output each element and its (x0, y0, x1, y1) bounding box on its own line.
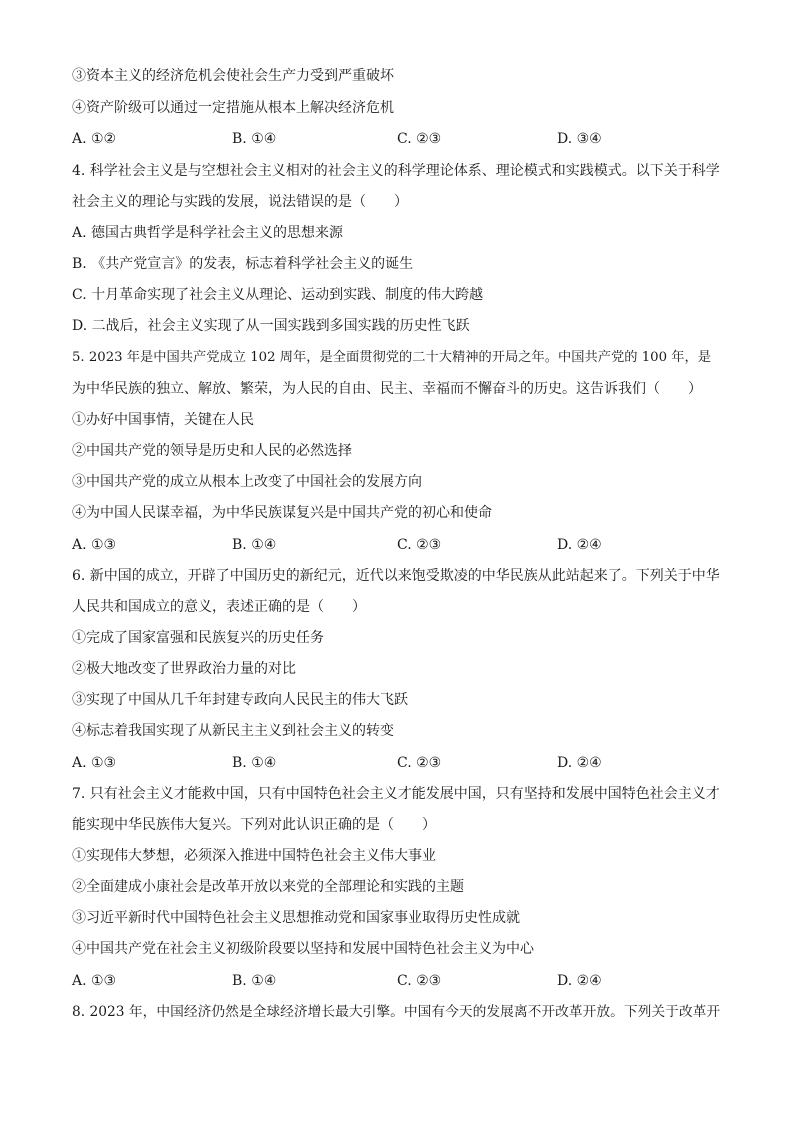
q4-option-c: C. 十月革命实现了社会主义从理论、运动到实践、制度的伟大跨越 (72, 287, 484, 303)
q7-statement-4: ④中国共产党在社会主义初级阶段要以坚持和发展中国特色社会主义为中心 (72, 941, 534, 957)
q6-statement-1: ①完成了国家富强和民族复兴的历史任务 (72, 630, 324, 646)
q6-statement-4: ④标志着我国实现了从新民主主义到社会主义的转变 (72, 723, 394, 739)
q4-stem-line-1: 4. 科学社会主义是与空想社会主义相对的社会主义的科学理论体系、理论模式和实践模式。以下关于科学 (72, 163, 720, 179)
q6-option-b: B. ①④ (232, 755, 277, 771)
q5-statement-3: ③中国共产党的成立从根本上改变了中国社会的发展方向 (72, 474, 422, 490)
q3-options (72, 129, 732, 149)
q7-stem-line-1: 7. 只有社会主义才能救中国，只有中国特色社会主义才能发展中国，只有坚持和发展中国特色社会主义才 (72, 786, 720, 802)
q7-statement-2: ②全面建成小康社会是改革开放以来党的全部理论和实践的主题 (72, 879, 464, 895)
q6-stem-line-1: 6. 新中国的成立，开辟了中国历史的新纪元，近代以来饱受欺凌的中华民族从此站起来了。下列关于中华 (72, 568, 720, 584)
q6-stem-line-2: 人民共和国成立的意义，表述正确的是（ ） (72, 599, 366, 615)
q5-options (72, 535, 732, 555)
q7-option-d: D. ②④ (557, 973, 602, 989)
q7-statement-1: ①实现伟大梦想，必须深入推进中国特色社会主义伟大事业 (72, 848, 436, 864)
q7-option-b: B. ①④ (232, 973, 277, 989)
q6-statement-3: ③实现了中国从几千年封建专政向人民民主的伟大飞跃 (72, 692, 408, 708)
q6-statement-2: ②极大地改变了世界政治力量的对比 (72, 661, 296, 677)
q6-option-c: C. ②③ (397, 755, 442, 771)
q7-statement-3: ③习近平新时代中国特色社会主义思想推动党和国家事业取得历史性成就 (72, 910, 520, 926)
q5-option-c: C. ②③ (397, 537, 442, 553)
q5-statement-4: ④为中国人民谋幸福，为中华民族谋复兴是中国共产党的初心和使命 (72, 505, 492, 521)
q7-options (72, 971, 732, 991)
q5-statement-1: ①办好中国事情，关键在人民 (72, 412, 254, 428)
q6-option-d: D. ②④ (557, 755, 602, 771)
q7-option-c: C. ②③ (397, 973, 442, 989)
q7-option-a: A. ①③ (72, 973, 117, 989)
q3-option-c: C. ②③ (397, 131, 442, 147)
q6-option-a: A. ①③ (72, 755, 117, 771)
q5-statement-2: ②中国共产党的领导是历史和人民的必然选择 (72, 443, 352, 459)
q5-option-a: A. ①③ (72, 537, 117, 553)
q5-stem-line-2: 为中华民族的独立、解放、繁荣，为人民的自由、民主、幸福而不懈奋斗的历史。这告诉我们（ ） (72, 381, 702, 397)
q5-option-d: D. ②④ (557, 537, 602, 553)
q7-stem-line-2: 能实现中华民族伟大复兴。下列对此认识正确的是（ ） (72, 817, 436, 833)
q4-option-a: A. 德国古典哲学是科学社会主义的思想来源 (72, 225, 344, 241)
q8-stem-line-1: 8. 2023 年，中国经济仍然是全球经济增长最大引擎。中国有今天的发展离不开改革开放。下列关于改革开 (72, 1004, 721, 1020)
q3-statement-4: ④资产阶级可以通过一定措施从根本上解决经济危机 (72, 100, 394, 116)
q4-option-b: B. 《共产党宣言》的发表，标志着科学社会主义的诞生 (72, 256, 414, 272)
q3-option-b: B. ①④ (232, 131, 277, 147)
q4-stem-line-2: 社会主义的理论与实践的发展，说法错误的是（ ） (72, 194, 408, 210)
q5-stem-line-1: 5. 2023 年是中国共产党成立 102 周年，是全面贯彻党的二十大精神的开局之年。中国共产党的 100 年，是 (72, 350, 711, 365)
q3-option-d: D. ③④ (557, 131, 602, 147)
q3-statement-3: ③资本主义的经济危机会使社会生产力受到严重破坏 (72, 68, 394, 84)
q6-options (72, 753, 732, 773)
q4-option-d: D. 二战后，社会主义实现了从一国实践到多国实践的历史性飞跃 (72, 318, 470, 334)
q3-option-a: A. ①② (72, 131, 117, 147)
q5-option-b: B. ①④ (232, 537, 277, 553)
